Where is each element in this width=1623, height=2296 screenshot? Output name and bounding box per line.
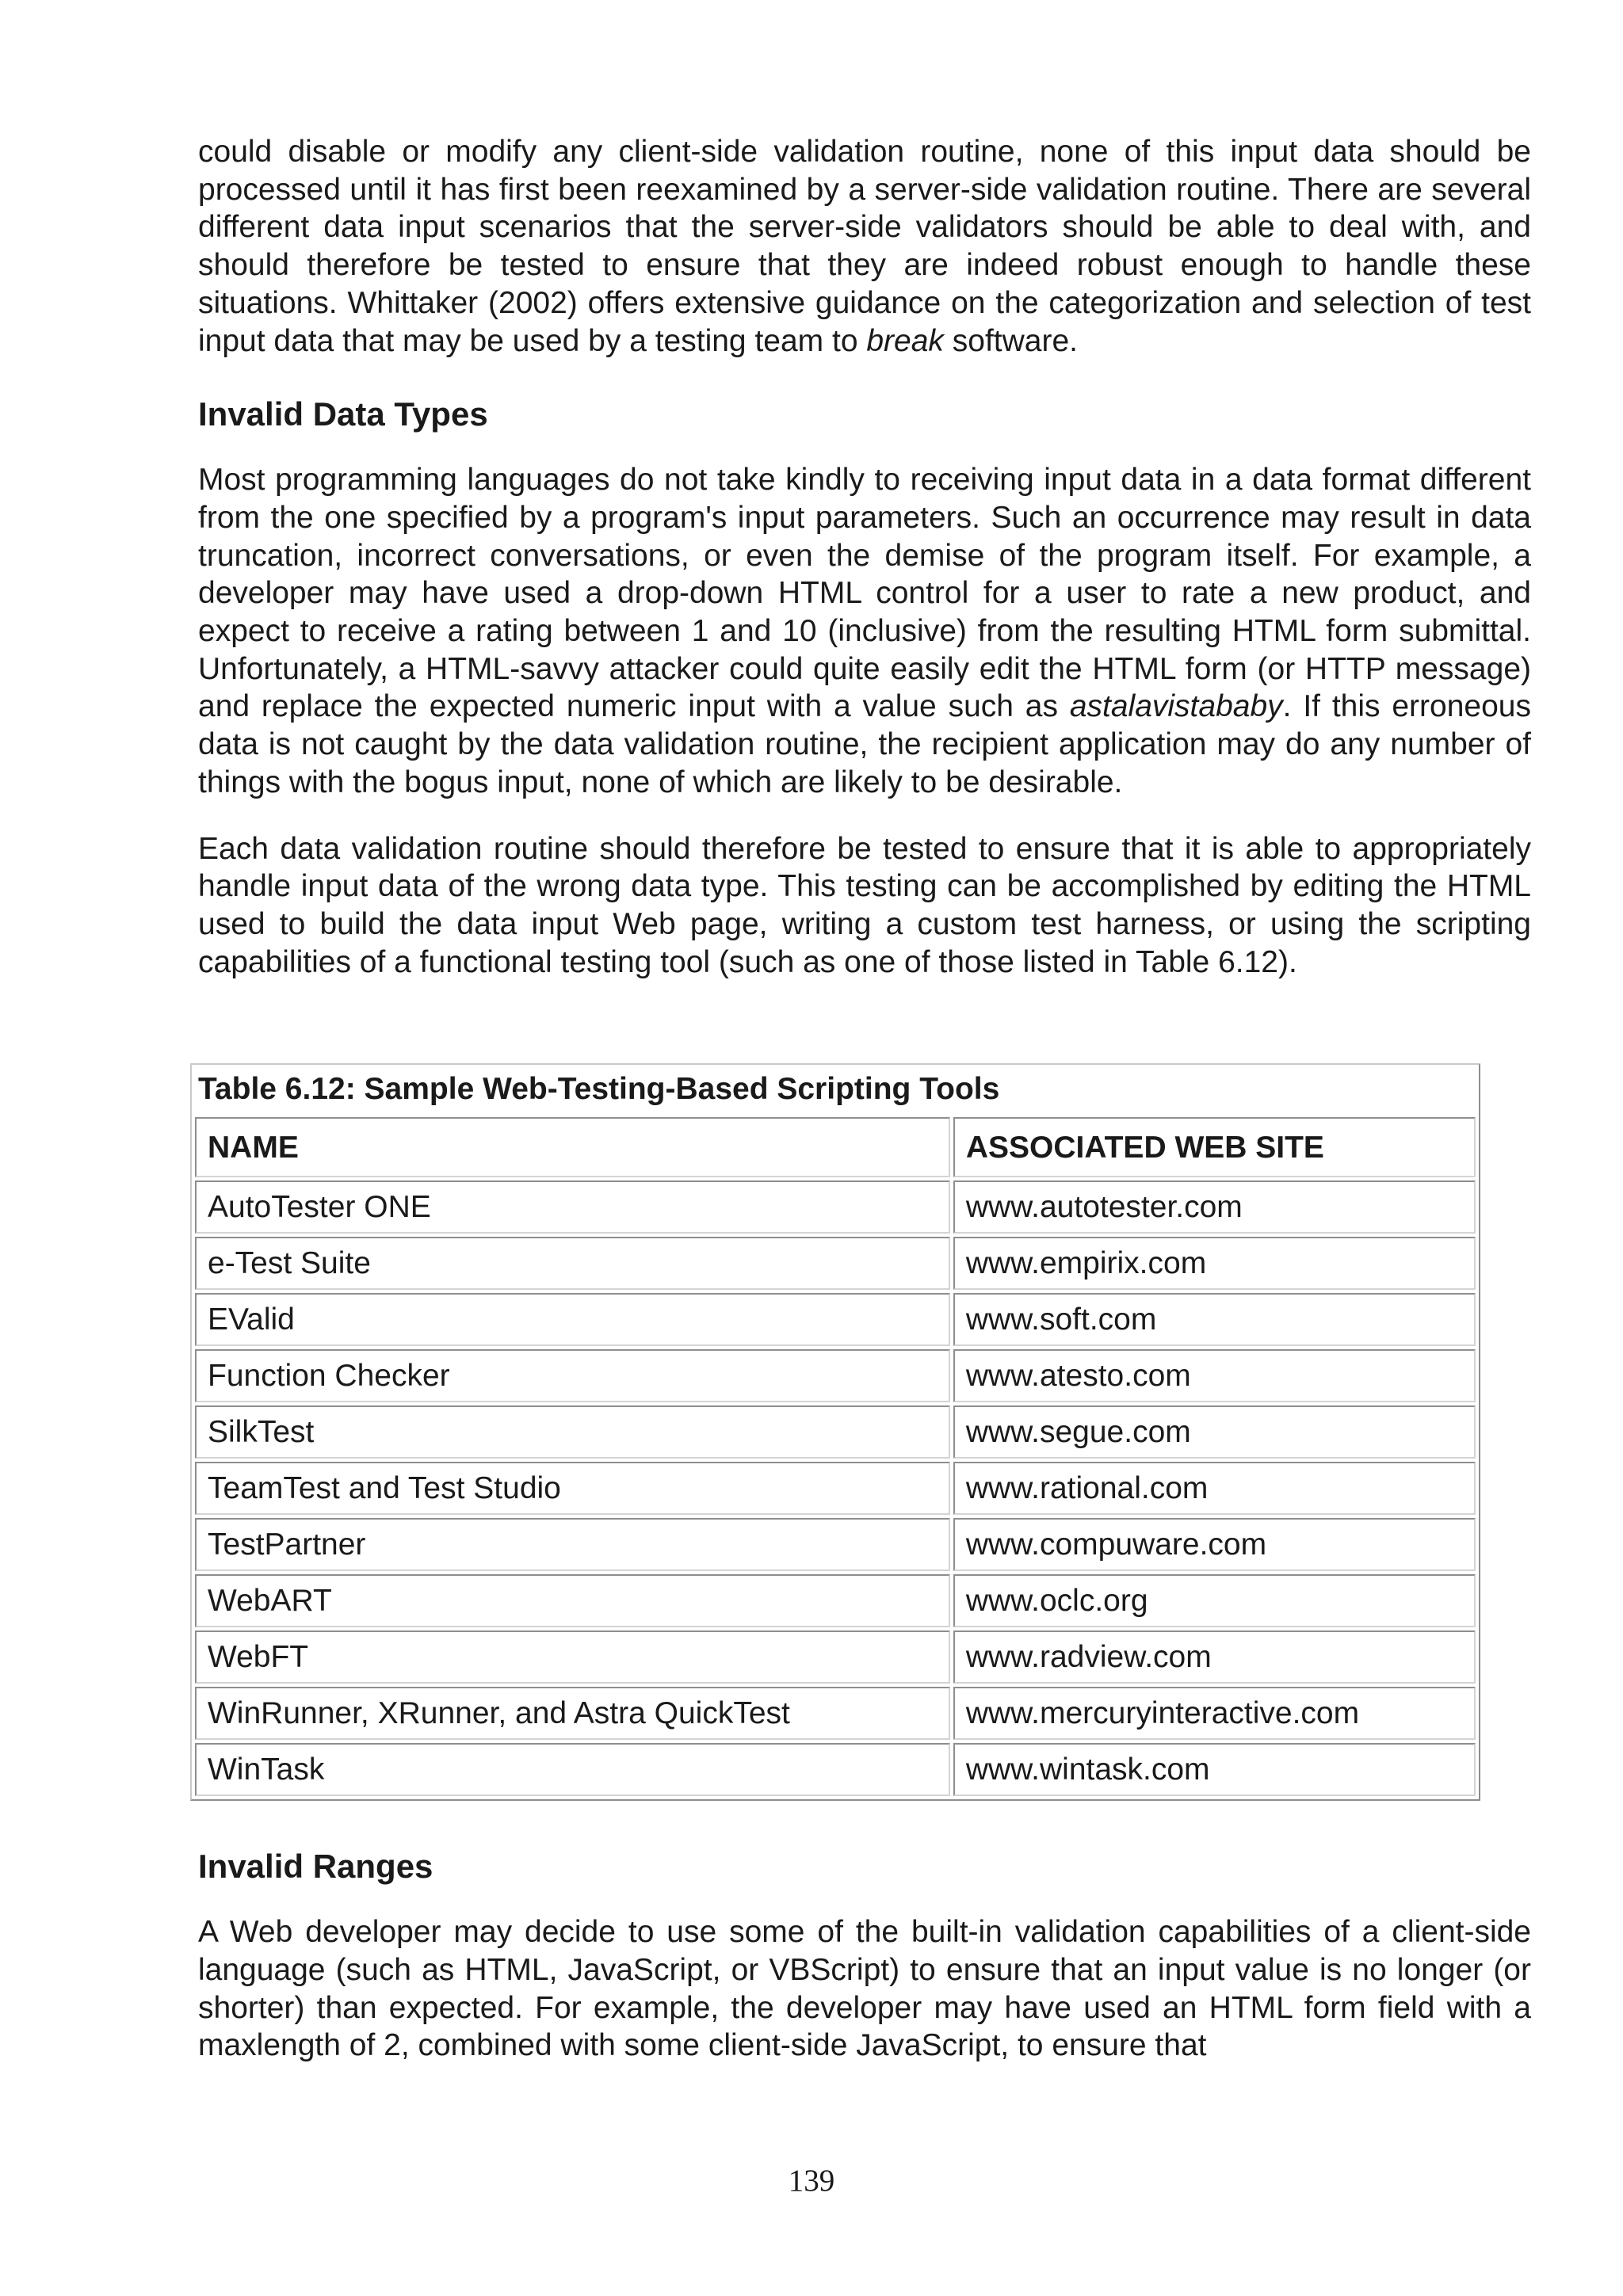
table-row [195,1518,1476,1571]
invalid-data-types-paragraph-1: Most programming languages do not take kindly to receiving input data in a data format different from the one specified by a program's input parameters. Such an occurrence may result in data truncation, incorrect conversations, or even the demise of the program itself. For example, a developer may have used a drop-down HTML control for a user to rate a new product, and expect to receive a rating between 1 and 10 (inclusive) from the resulting HTML form submittal. Unfortunately, a HTML-savvy attacker could quite easily edit the HTML form (or HTTP message) and replace the expected numeric input with a value such as astalavistababy. If this erroneous data is not caught by the data validation routine, the recipient application may do any number of things with the bogus input, none of which are likely to be desirable. [198,463,1531,799]
web-site-cell: www.soft.com [953,1293,1476,1346]
tool-name-cell: WebART [195,1574,950,1627]
tool-name-cell: Function Checker [195,1349,950,1402]
table-row [195,1574,1476,1627]
web-site-cell: www.atesto.com [953,1349,1476,1402]
web-site-cell: www.mercuryinteractive.com [953,1687,1476,1740]
table-row [195,1180,1476,1234]
table-row [195,1349,1476,1402]
table-row [195,1293,1476,1346]
tool-name-cell: SilkTest [195,1405,950,1459]
table-caption: Table 6.12: Sample Web-Testing-Based Scripting Tools [198,1072,1000,1107]
web-site-cell: www.compuware.com [953,1518,1476,1571]
invalid-data-types-paragraph-2: Each data validation routine should therefore be tested to ensure that it is able to appropriately handle input data of the wrong data type. This testing can be accomplished by editing the HTML used to build the data input Web page, writing a custom test harness, or using the scripting capabilities of a functional testing tool (such as one of those listed in Table 6.12). [198,831,1531,979]
intro-paragraph: could disable or modify any client-side validation routine, none of this input data should be processed until it has first been reexamined by a server-side validation routine. There are several different data input scenarios that the server-side validators should be able to deal with, and should therefore be tested to ensure that they are indeed robust enough to handle these situations. Whittaker (2002) offers extensive guidance on the categorization and selection of test input data that may be used by a testing team to break software. [198,135,1531,358]
table-header-row [195,1117,1476,1177]
tool-name-cell: TestPartner [195,1518,950,1571]
scripting-tools-table [190,1063,1480,1801]
tool-name-cell: e-Test Suite [195,1237,950,1290]
invalid-ranges-paragraph: A Web developer may decide to use some of the built-in validation capabilities of a client-side language (such as HTML, JavaScript, or VBScript) to ensure that an input value is no longer (or shorter) than expected. For example, the developer may have used an HTML form field with a maxlength of 2, combined with some client-side JavaScript, to ensure that [198,1915,1531,2063]
web-site-cell: www.autotester.com [953,1180,1476,1234]
tool-name-cell: AutoTester ONE [195,1180,950,1234]
web-site-cell: www.rational.com [953,1462,1476,1515]
table-row [195,1462,1476,1515]
web-site-cell: www.oclc.org [953,1574,1476,1627]
web-site-cell: www.radview.com [953,1630,1476,1684]
web-site-cell: www.segue.com [953,1405,1476,1459]
tool-name-cell: TeamTest and Test Studio [195,1462,950,1515]
header-name: NAME [195,1117,950,1177]
page-number: 139 [788,2164,835,2198]
tool-name-cell: WebFT [195,1630,950,1684]
page-content [198,133,1531,2093]
web-site-cell: www.empirix.com [953,1237,1476,1290]
tool-name-cell: WinTask [195,1743,950,1796]
header-associated-web-site: ASSOCIATED WEB SITE [953,1117,1476,1177]
tool-name-cell: WinRunner, XRunner, and Astra QuickTest [195,1687,950,1740]
table-row [195,1743,1476,1796]
table-row [195,1237,1476,1290]
heading-invalid-data-types: Invalid Data Types [198,395,488,433]
table-row [195,1405,1476,1459]
table-row [195,1630,1476,1684]
tool-name-cell: EValid [195,1293,950,1346]
web-site-cell: www.wintask.com [953,1743,1476,1796]
heading-invalid-ranges: Invalid Ranges [198,1848,433,1886]
table-row [195,1687,1476,1740]
